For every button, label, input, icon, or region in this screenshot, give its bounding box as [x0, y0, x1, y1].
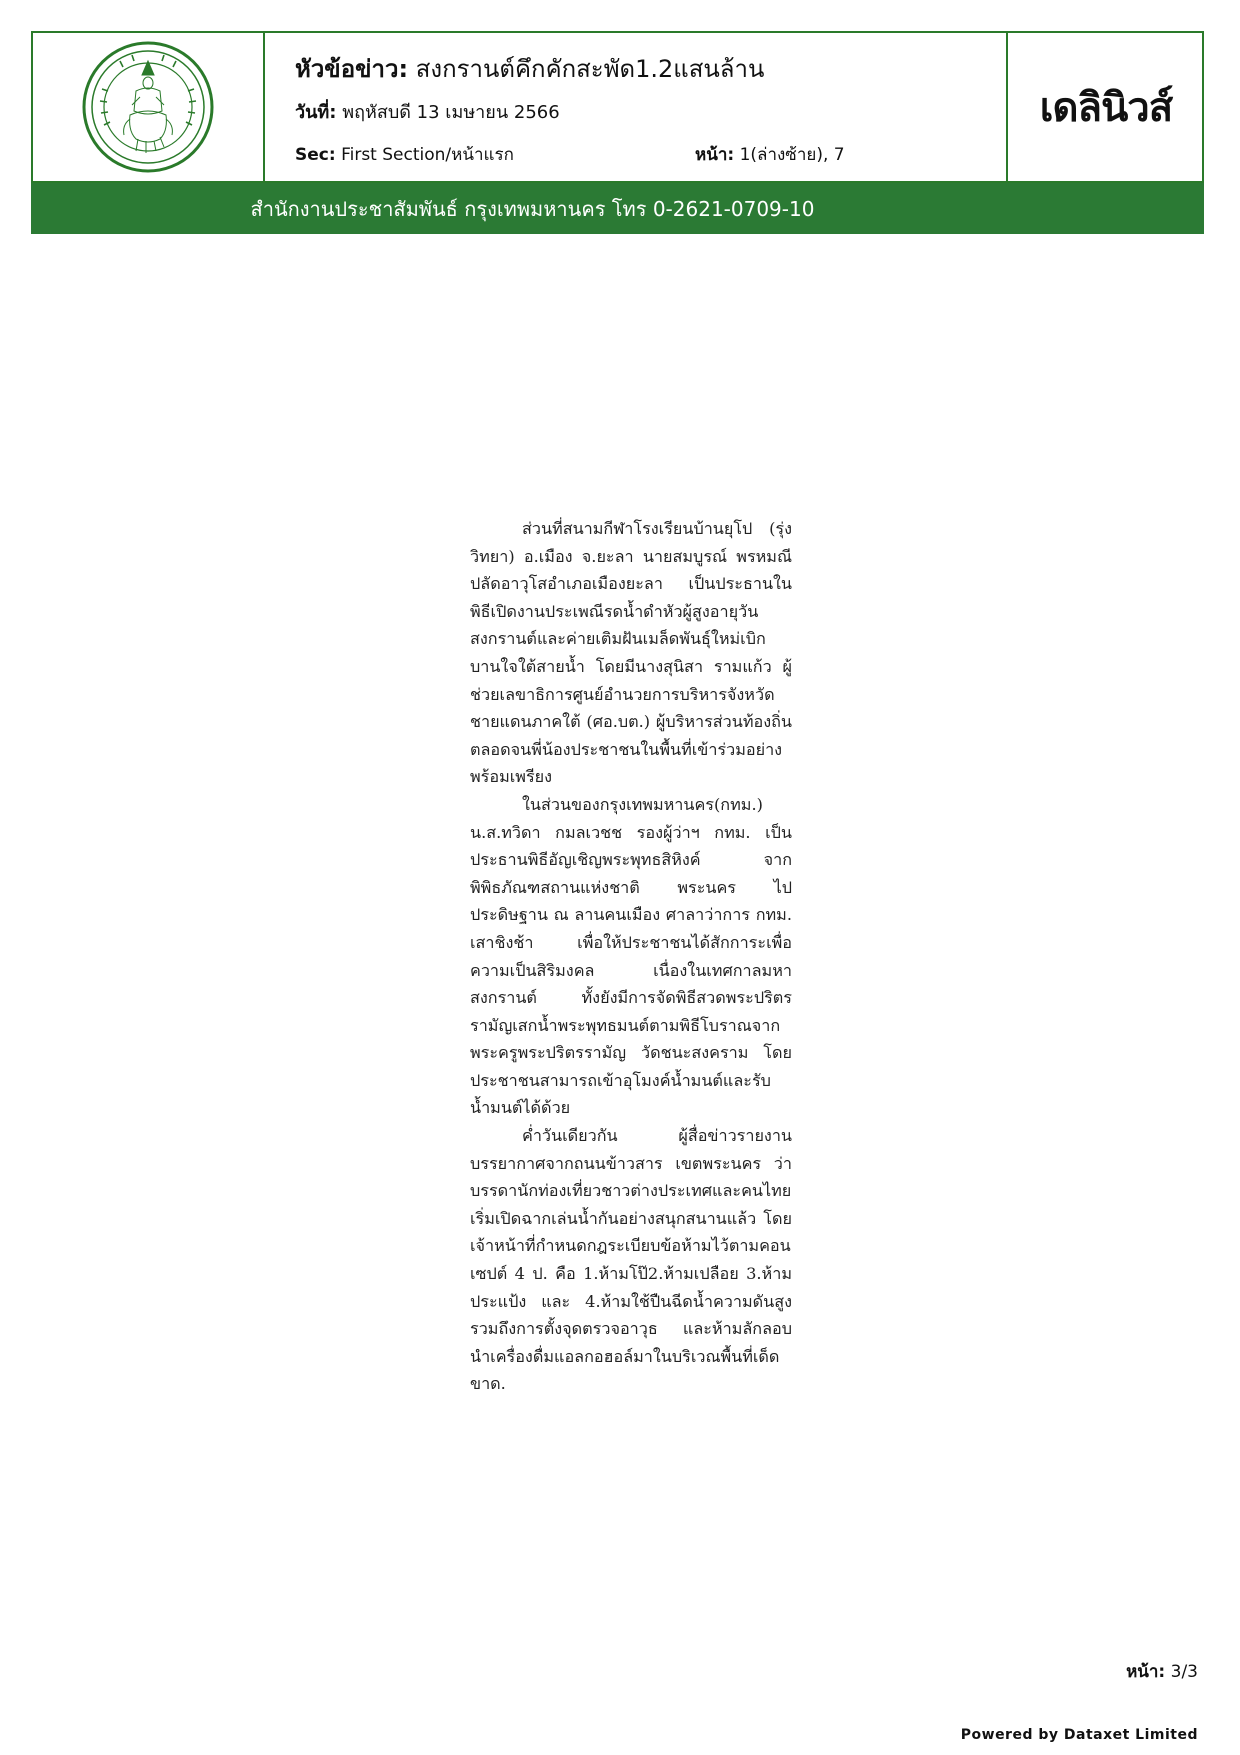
date-label: วันที่:	[295, 102, 337, 123]
bangkok-seal-icon	[80, 39, 216, 175]
article-paragraph: ส่วนที่สนามกีฬาโรงเรียนบ้านยุโป (รุ่งวิทยา) อ.เมือง จ.ยะลา นายสมบูรณ์ พรหมณี ปลัดอาวุโสอำเภอเมืองยะลา เป็นประธานในพิธีเปิดงานประเพณีรดน้ำดำหัวผู้สูงอายุวันสงกรานต์และค่ายเติมฝันเมล็ดพันธุ์ใหม่เบิกบานใจใต้สายน้ำ โดยมีนางสุนิสา รามแก้ว ผู้ช่วยเลขาธิการศูนย์อำนวยการบริหารจังหวัดชายแดนภาคใต้ (ศอ.บต.) ผู้บริหารส่วนท้องถิ่น ตลอดจนพี่น้องประชาชนในพื้นที่เข้าร่วมอย่างพร้อมเพรียง	[470, 519, 792, 787]
article-paragraph: ค่ำวันเดียวกัน ผู้สื่อข่าวรายงานบรรยากาศจากถนนข้าวสาร เขตพระนคร ว่า บรรดานักท่องเที่ยวชาวต่างประเทศและคนไทยเริ่มเปิดฉากเล่นน้ำกันอย่างสนุกสนานแล้ว โดยเจ้าหน้าที่กำหนดกฎระเบียบข้อห้ามไว้ตามคอนเซปต์ 4 ป. คือ 1.ห้ามโป๊2.ห้ามเปลือย 3.ห้ามประแป้ง และ 4.ห้ามใช้ปืนฉีดน้ำความดันสูง รวมถึงการตั้งจุดตรวจอาวุธ และห้ามลักลอบนำเครื่องดื่มแอลกอฮอล์มาในบริเวณพื้นที่เด็ดขาด.	[470, 1126, 792, 1394]
logo-cell	[33, 33, 265, 181]
info-cell	[265, 33, 1005, 181]
page-number	[1126, 1658, 1198, 1685]
brand-cell	[1006, 33, 1204, 181]
page-ref-row	[695, 141, 845, 168]
headline-row	[295, 49, 764, 88]
section-label: Sec:	[295, 145, 336, 165]
powered-by: Powered by Dataxet Limited	[960, 1727, 1198, 1743]
clipping-header	[31, 31, 1204, 183]
banner-text: สำนักงานประชาสัมพันธ์ กรุงเทพมหานคร โทร 0-2621-0709-10	[250, 196, 815, 221]
newspaper-brand: เดลินิวส์	[1039, 85, 1173, 131]
article-paragraph: ในส่วนของกรุงเทพมหานคร(กทม.) น.ส.ทวิดา กมลเวชช รองผู้ว่าฯ กทม. เป็นประธานพิธีอัญเชิญพระพุทธสิหิงค์ จากพิพิธภัณฑสถานแห่งชาติ พระนคร ไปประดิษฐาน ณ ลานคนเมือง ศาลาว่าการ กทม. เสาชิงช้า เพื่อให้ประชาชนได้สักการะเพื่อความเป็นสิริมงคล เนื่องในเทศกาลมหาสงกรานต์ ทั้งยังมีการจัดพิธีสวดพระปริตรรามัญเสกน้ำพระพุทธมนต์ตามพิธีโบราณจากพระครูพระปริตรรามัญ วัดชนะสงคราม โดยประชาชนสามารถเข้าอุโมงค์น้ำมนต์และรับน้ำมนต์ได้ด้วย	[470, 794, 792, 1118]
date: พฤหัสบดี 13 เมษายน 2566	[342, 102, 560, 123]
page-ref-label: หน้า:	[695, 145, 735, 165]
article-body	[470, 515, 792, 1398]
section: First Section/หน้าแรก	[341, 145, 514, 165]
section-row	[295, 141, 514, 168]
date-row	[295, 97, 560, 126]
page-number-value: 3/3	[1170, 1662, 1198, 1682]
headline-label: หัวข้อข่าว:	[295, 55, 409, 83]
pr-office-banner	[31, 183, 1204, 234]
page-number-label: หน้า:	[1126, 1662, 1166, 1682]
headline: สงกรานต์คึกคักสะพัด1.2แสนล้าน	[415, 55, 765, 83]
page-ref: 1(ล่างซ้าย), 7	[739, 145, 845, 165]
